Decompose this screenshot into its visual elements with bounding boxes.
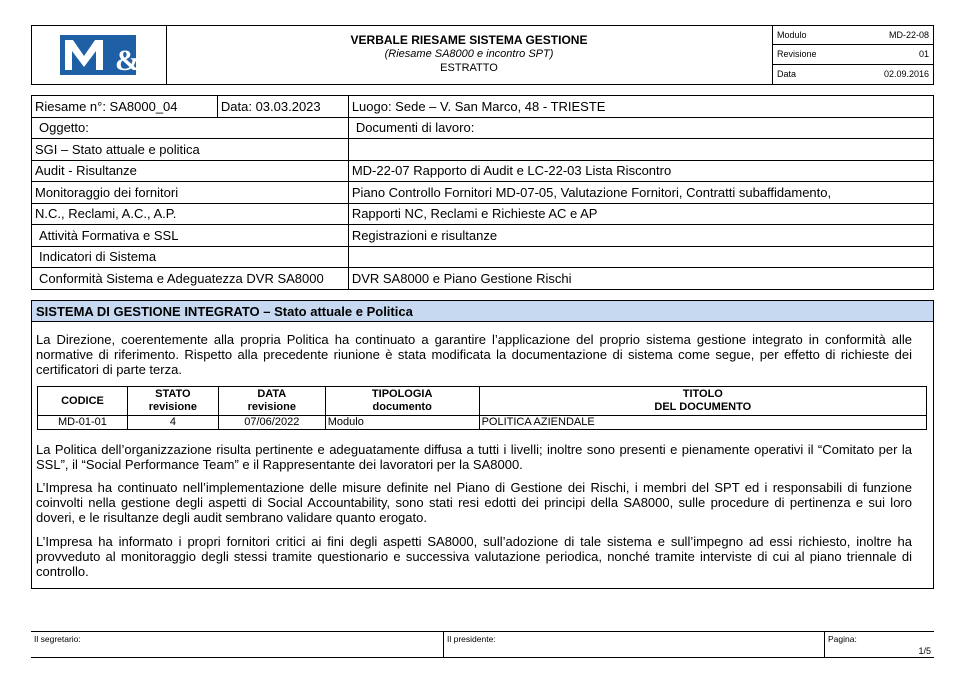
section-paragraph: L’Impresa ha informato i propri fornitori critici ai fini degli aspetti SA8000, sull’adozione di tale sistema e sull’impegno ad essi richiesto, inoltre ha provveduto al monitoraggio degli stessi tramite questionario e successiva valutazione periodica, nonché tramite interviste di cui al piano triennale di controllo. <box>36 534 912 579</box>
presidente-field <box>443 632 824 658</box>
meta-data <box>773 65 933 84</box>
col-data <box>218 387 325 416</box>
meeting-info-table <box>31 95 934 290</box>
section-paragraph: La Politica dell’organizzazione risulta pertinente e adeguatamente diffusa a tutti i livelli; inoltre sono presenti e pienamente operativi il “Comitato per la SSL”, il “Social Performance Team” e il Rappresentante dei lavoratori per la SA8000. <box>36 442 912 472</box>
company-logo <box>32 26 165 84</box>
table-row <box>32 268 934 290</box>
table-row <box>32 117 934 139</box>
col-sublabel: documento <box>372 401 432 413</box>
documenti-cell: MD-22-07 Rapporto di Audit e LC-22-03 Lista Riscontro <box>348 160 933 182</box>
table-row <box>32 225 934 247</box>
documenti-cell: DVR SA8000 e Piano Gestione Rischi <box>348 268 933 290</box>
section-intro: La Direzione, coerentemente alla propria Politica ha continuato a garantire l’applicazione del proprio sistema gestione integrato in conformità alle normative di riferimento. Rispetto alla precedente riunione è stata modificata la documentazione di sistema come segue, per effetto di richieste dei certificatori di parte terza. <box>36 332 912 377</box>
document-title: VERBALE RIESAME SISTEMA GESTIONE <box>350 33 588 47</box>
meta-label: Modulo <box>777 30 807 41</box>
cell-codice: MD-01-01 <box>38 416 128 430</box>
meeting-location: Luogo: Sede – V. San Marco, 48 - TRIESTE <box>348 96 933 118</box>
oggetto-cell: Attività Formativa e SSL <box>32 225 349 247</box>
signature-footer <box>31 631 934 658</box>
meta-revisione <box>773 45 933 64</box>
svg-text:&: & <box>115 44 140 77</box>
segretario-label: Il segretario: <box>34 634 81 644</box>
col-label: CODICE <box>61 394 104 407</box>
col-sublabel: revisione <box>148 401 198 413</box>
col-label: DATA <box>257 388 287 400</box>
oggetto-header: Oggetto: <box>32 117 349 139</box>
document-changes-table <box>37 386 927 430</box>
documenti-cell <box>348 246 933 268</box>
documenti-cell: Rapporti NC, Reclami e Richieste AC e AP <box>348 203 933 225</box>
col-sublabel: revisione <box>247 401 296 413</box>
col-tipologia <box>325 387 479 416</box>
col-label: TITOLO <box>682 388 723 400</box>
oggetto-cell: Indicatori di Sistema <box>32 246 349 268</box>
oggetto-cell: SGI – Stato attuale e politica <box>32 139 349 161</box>
meta-value: MD-22-08 <box>888 30 929 41</box>
sgi-section <box>31 300 934 589</box>
meta-value: 02.09.2016 <box>883 69 929 80</box>
table-row <box>32 203 934 225</box>
document-meta <box>773 26 933 84</box>
meta-label: Data <box>777 69 797 80</box>
document-title-block <box>166 26 773 84</box>
col-label: TIPOLOGIA <box>371 388 433 400</box>
col-codice <box>38 387 128 416</box>
meta-modulo <box>773 26 933 45</box>
cell-data: 07/06/2022 <box>218 416 325 430</box>
meta-value: 01 <box>918 49 929 60</box>
col-sublabel: DEL DOCUMENTO <box>654 401 752 413</box>
meeting-date: Data: 03.03.2023 <box>217 96 348 118</box>
oggetto-cell: Audit - Risultanze <box>32 160 349 182</box>
col-stato <box>127 387 218 416</box>
documenti-header: Documenti di lavoro: <box>348 117 933 139</box>
company-logo-cell <box>32 26 167 84</box>
presidente-label: Il presidente: <box>447 634 496 644</box>
table-row <box>38 416 927 430</box>
page-field <box>824 632 934 658</box>
documenti-cell <box>348 139 933 161</box>
table-row <box>32 160 934 182</box>
table-header-row <box>38 387 927 416</box>
page-number: 1/5 <box>918 646 931 656</box>
table-row <box>32 182 934 204</box>
oggetto-cell: Monitoraggio dei fornitori <box>32 182 349 204</box>
cell-stato: 4 <box>127 416 218 430</box>
meta-label: Revisione <box>777 49 817 60</box>
oggetto-cell: Conformità Sistema e Adeguatezza DVR SA8000 <box>32 268 349 290</box>
table-row <box>32 139 934 161</box>
riesame-number: Riesame n°: SA8000_04 <box>32 96 218 118</box>
documenti-cell: Registrazioni e risultanze <box>348 225 933 247</box>
cell-titolo: POLITICA AZIENDALE <box>479 416 926 430</box>
table-row <box>32 96 934 118</box>
segretario-field <box>31 632 443 658</box>
col-titolo <box>479 387 926 416</box>
document-extract-label: ESTRATTO <box>440 62 498 74</box>
table-row <box>32 246 934 268</box>
document-header <box>31 25 934 85</box>
col-label: STATO <box>155 388 191 400</box>
documenti-cell: Piano Controllo Fornitori MD-07-05, Valutazione Fornitori, Contratti subaffidamento, <box>348 182 933 204</box>
document-subtitle: (Riesame SA8000 e incontro SPT) <box>384 48 554 60</box>
section-paragraph: L’Impresa ha continuato nell’implementazione delle misure definite nel Piano di Gestione dei Rischi, i membri del SPT ed i responsabili di funzione coinvolti nella gestione degli aspetti di Social Accountability, sono stati resi edotti dei principi della SA8000, sulle procedure di pertinenza e sui loro doveri, e le risultanze degli audit sembrano validare quanto erogato. <box>36 480 912 525</box>
cell-tipologia: Modulo <box>325 416 479 430</box>
page-label: Pagina: <box>828 634 857 644</box>
oggetto-cell: N.C., Reclami, A.C., A.P. <box>32 203 349 225</box>
section-title: SISTEMA DI GESTIONE INTEGRATO – Stato attuale e Politica <box>32 301 933 322</box>
